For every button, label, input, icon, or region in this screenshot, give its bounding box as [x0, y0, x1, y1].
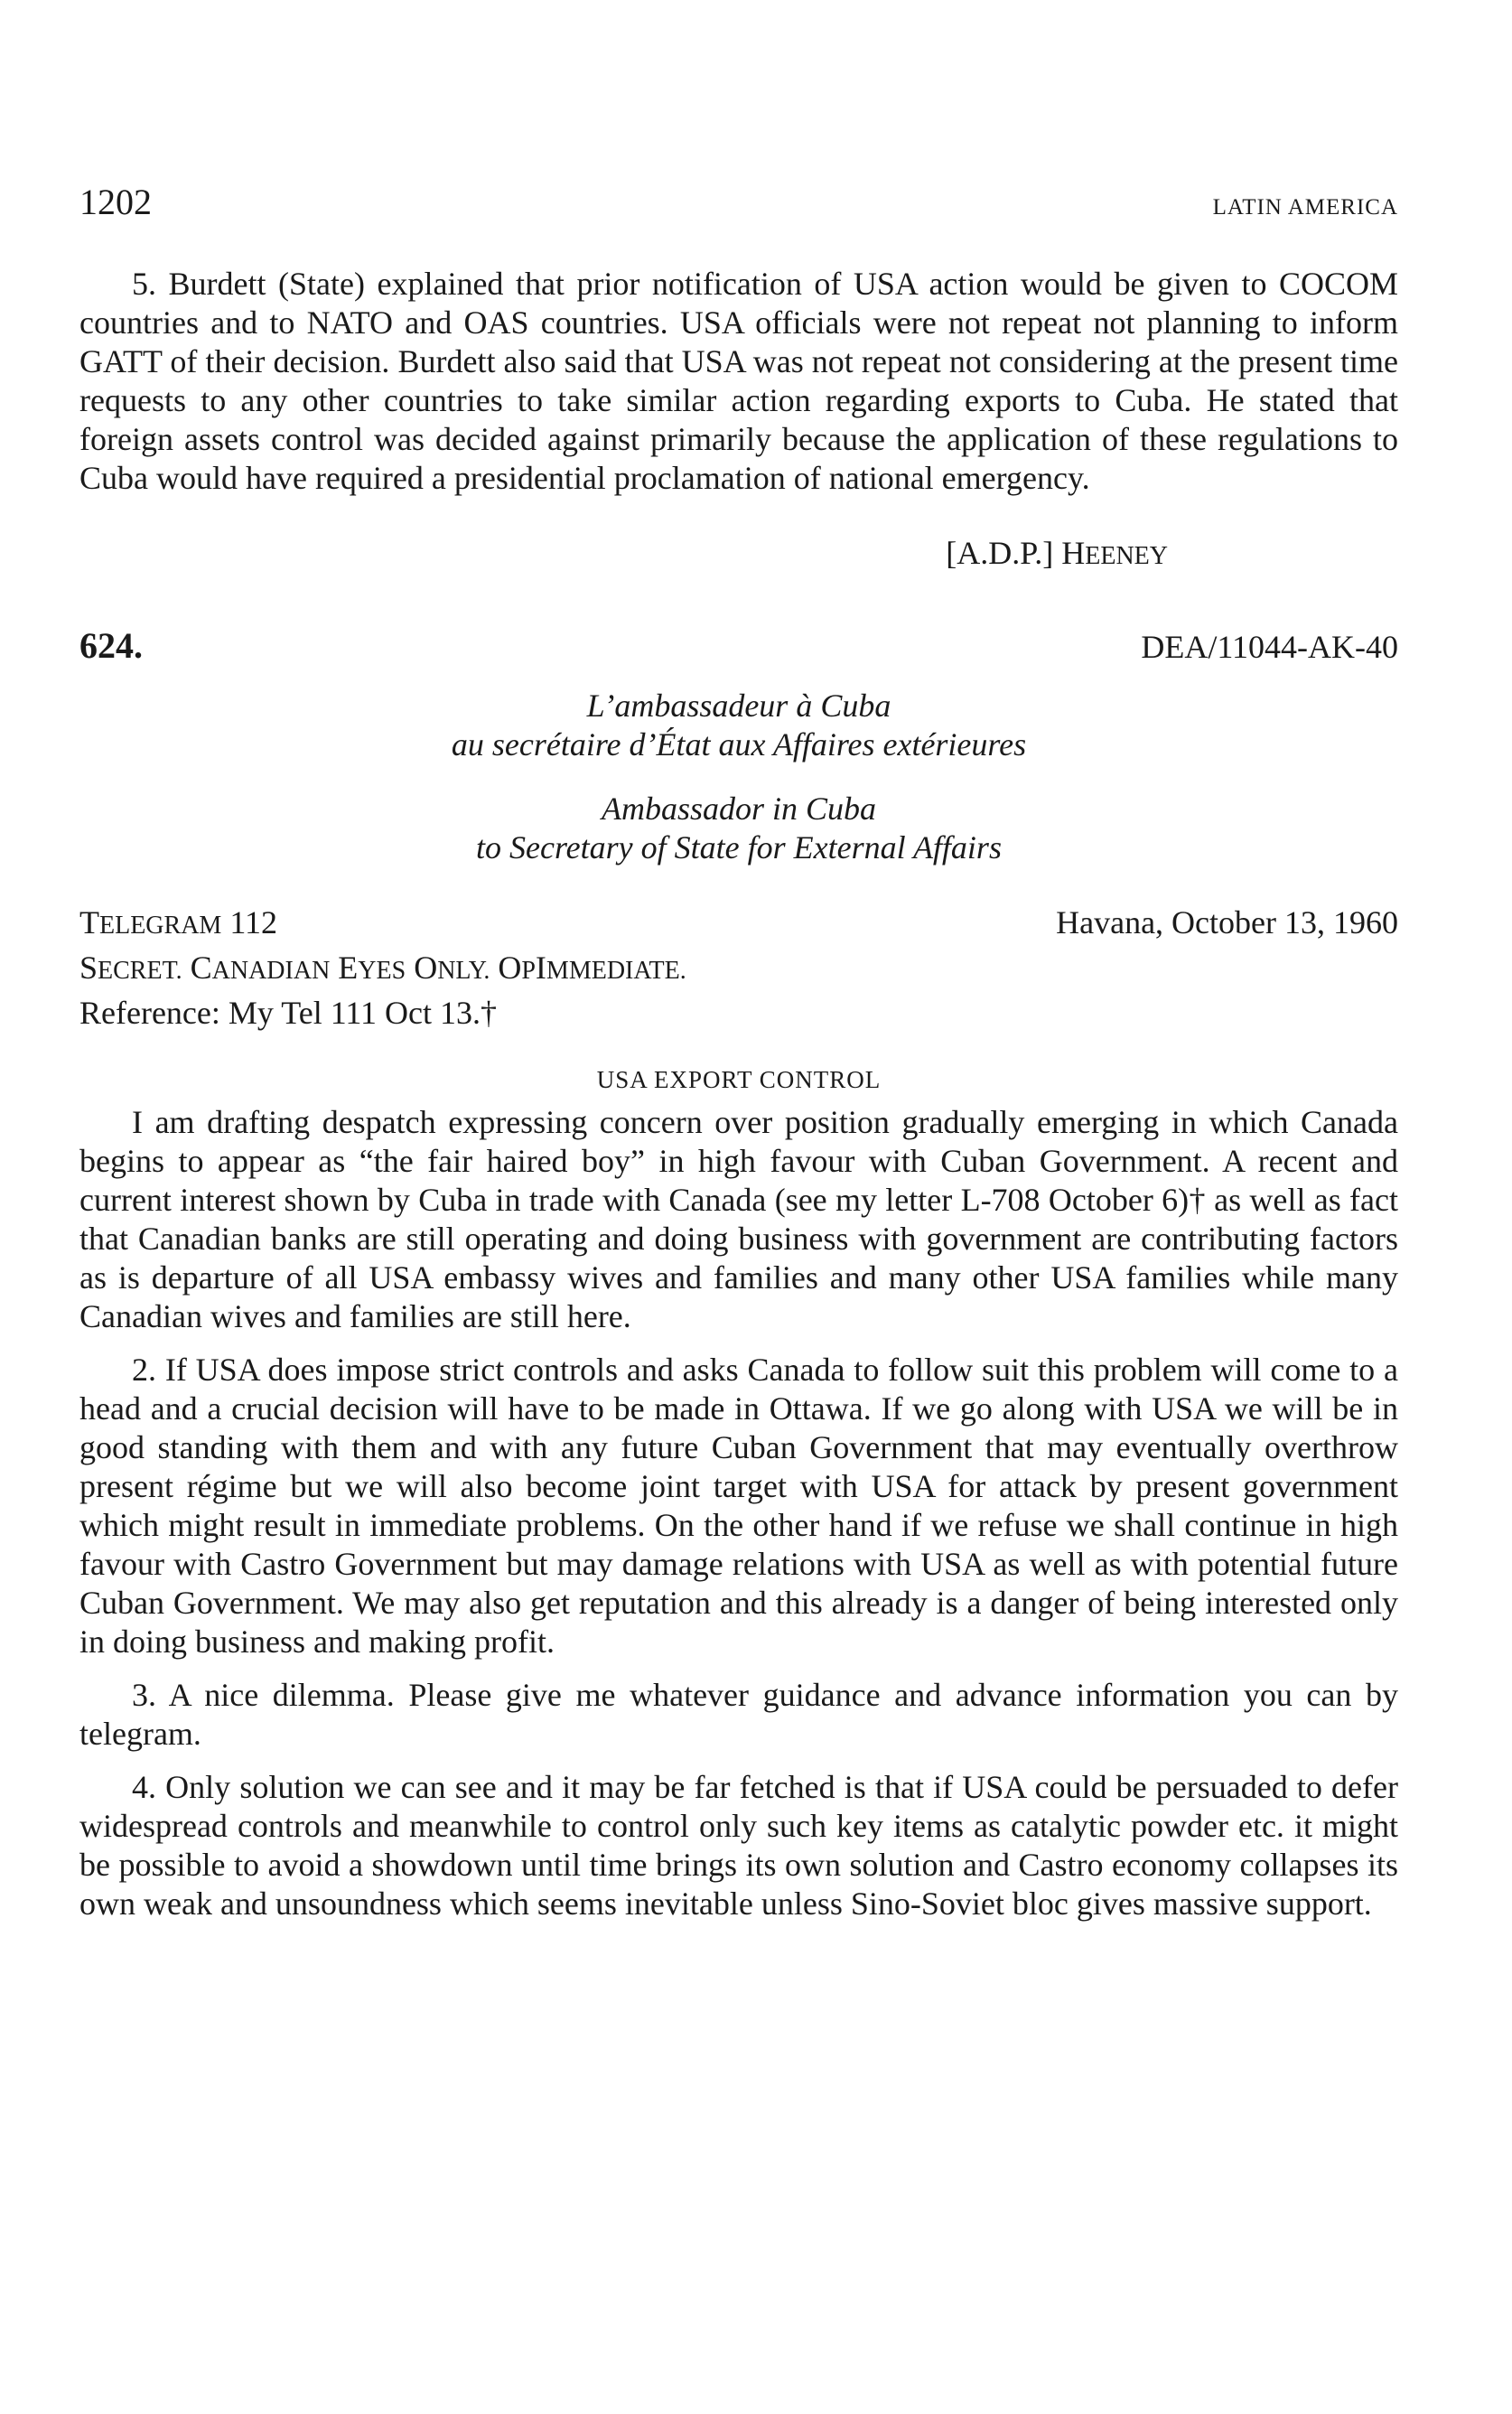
paragraph-2: 2. If USA does impose strict controls and asks Canada to follow suit this problem will come to a head and a crucial decision will have to be made in Ottawa. If we go along with USA we will be in good standing with them and with any future Cuban Government that may eventually overthrow present régime but we will also become joint target with USA for attack by present government which might result in immediate problems. On the other hand if we refuse we shall continue in high favour with Castro Government but may damage relations with USA as well as with potential future Cuban Government. We may also get reputation and this already is a danger of being interested only in doing business and making profit. [79, 1352, 1398, 1660]
signature [79, 534, 1398, 572]
paragraph-3: 3. A nice dilemma. Please give me whatever guidance and advance information you can by telegram. [79, 1677, 1398, 1752]
signature-name: HEENEY [1061, 535, 1168, 571]
signature-initials: [A.D.P.] [946, 535, 1054, 571]
file-reference: DEA/11044-AK-40 [1141, 629, 1398, 665]
paragraph-1: I am drafting despatch expressing concern over position gradually emerging in which Canada begins to appear as “the fair haired boy” in high favour with Cuban Government. A recent and current interest shown by Cuba in trade with Canada (see my letter L-708 October 6)† as well as fact that Canadian banks are still operating and doing business with government are contributing factors as is departure of all USA embassy wives and families and many other USA families while many Canadian wives and families are still here. [79, 1104, 1398, 1334]
paragraph-5-previous: 5. Burdett (State) explained that prior notification of USA action would be given to COCOM countries and to NATO and OAS countries. USA officials were not repeat not planning to inform GATT of their decision. Burdett also said that USA was not repeat not considering at the present time requests to any other countries to take similar action regarding exports to Cuba. He stated that foreign assets control was decided against primarily because the application of these regulations to Cuba would have required a presidential proclamation of national emergency. [79, 266, 1398, 496]
document-page [79, 181, 1398, 1923]
document-heading [79, 624, 1398, 667]
telegram-number: 112 [229, 904, 277, 940]
running-title: LATIN AMERICA [1212, 195, 1398, 220]
subject-heading: USA EXPORT CONTROL [596, 1066, 882, 1093]
addressee-french [79, 687, 1398, 764]
running-header [79, 181, 1398, 223]
addressee-fr-line-2: au secrétaire d’État aux Affaires extérieures [451, 726, 1027, 763]
reference-line: Reference: My Tel 111 Oct 13.† [79, 995, 498, 1031]
paragraph-4: 4. Only solution we can see and it may be far fetched is that if USA could be persuaded to defer widespread controls and meanwhile to control only such key items as catalytic powder etc. it might be possible to avoid a showdown until time brings its own solution and Castro economy collapses its own weak and unsoundness which seems inevitable unless Sino-Soviet bloc gives massive support. [79, 1769, 1398, 1922]
document-number: 624. [79, 625, 143, 666]
place-date: Havana, October 13, 1960 [1056, 904, 1398, 940]
addressee-fr-line-1: L’ambassadeur à Cuba [586, 688, 891, 724]
telegram-label: TELEGRAM 112 [79, 904, 277, 940]
addressee-en-line-2: to Secretary of State for External Affairs [476, 829, 1002, 865]
page-number: 1202 [79, 182, 152, 222]
addressee-en-line-1: Ambassador in Cuba [601, 791, 877, 827]
addressee-english [79, 790, 1398, 867]
classification: SECRET. CANADIAN EYES ONLY. OPIMMEDIATE. [79, 950, 686, 986]
telegram-line [79, 902, 1398, 947]
